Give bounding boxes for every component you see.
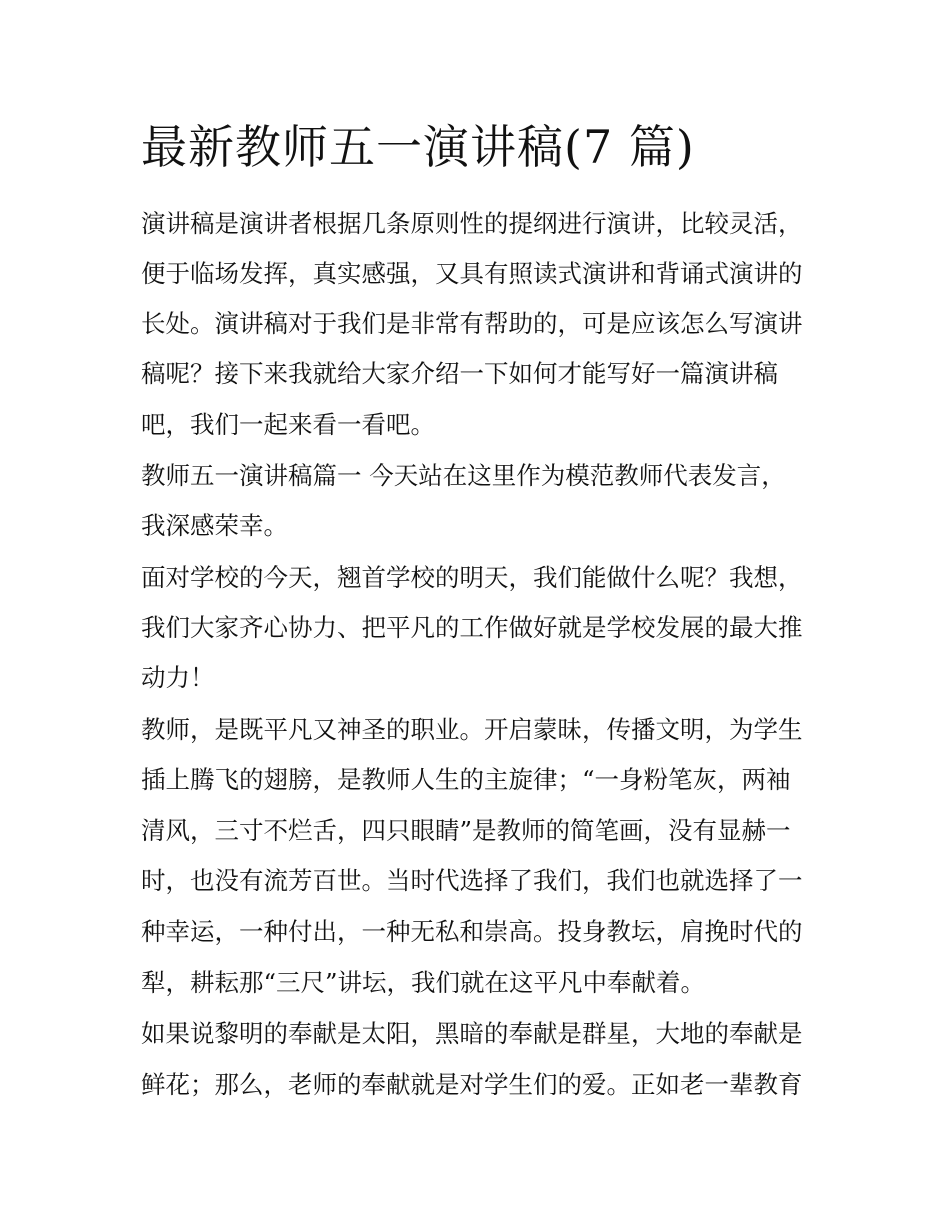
body-line: 面对学校的今天，翘首学校的明天，我们能做什么呢？我想， [141,563,803,592]
body-line: 我深感荣幸。 [141,511,288,540]
body-line: 吧，我们一起来看一看吧。 [141,410,435,439]
body-line: 插上腾飞的翅膀，是教师人生的主旋律；“一身粉笔灰，两袖 [141,765,791,794]
body-line: 清风，三寸不烂舌，四只眼睛”是教师的简笔画，没有显赫一 [141,816,791,845]
body-line: 时，也没有流芳百世。当时代选择了我们，我们也就选择了一 [141,866,803,895]
body-line: 犁，耕耘那“三尺”讲坛，我们就在这平凡中奉献着。 [141,968,706,997]
body-line: 稿呢？接下来我就给大家介绍一下如何才能写好一篇演讲稿 [141,359,778,388]
body-line: 教师，是既平凡又神圣的职业。开启蒙昧，传播文明，为学生 [141,715,803,744]
body-line: 便于临场发挥，真实感强，又具有照读式演讲和背诵式演讲的 [141,259,803,288]
body-line: 教师五一演讲稿篇一 今天站在这里作为模范教师代表发言， [141,461,786,490]
body-line: 动力！ [141,663,215,692]
body-line: 如果说黎明的奉献是太阳，黑暗的奉献是群星，大地的奉献是 [141,1019,803,1048]
body-line: 我们大家齐心协力、把平凡的工作做好就是学校发展的最大推 [141,613,803,642]
body-line: 种幸运，一种付出，一种无私和崇高。投身教坛，肩挽时代的 [141,917,803,946]
body-line: 鲜花；那么，老师的奉献就是对学生们的爱。正如老一辈教育 [141,1070,803,1099]
body-line: 演讲稿是演讲者根据几条原则性的提纲进行演讲，比较灵活， [141,209,803,238]
body-line: 长处。演讲稿对于我们是非常有帮助的，可是应该怎么写演讲 [141,309,803,338]
document-title: 最新教师五一演讲稿(7 篇) [141,120,695,174]
